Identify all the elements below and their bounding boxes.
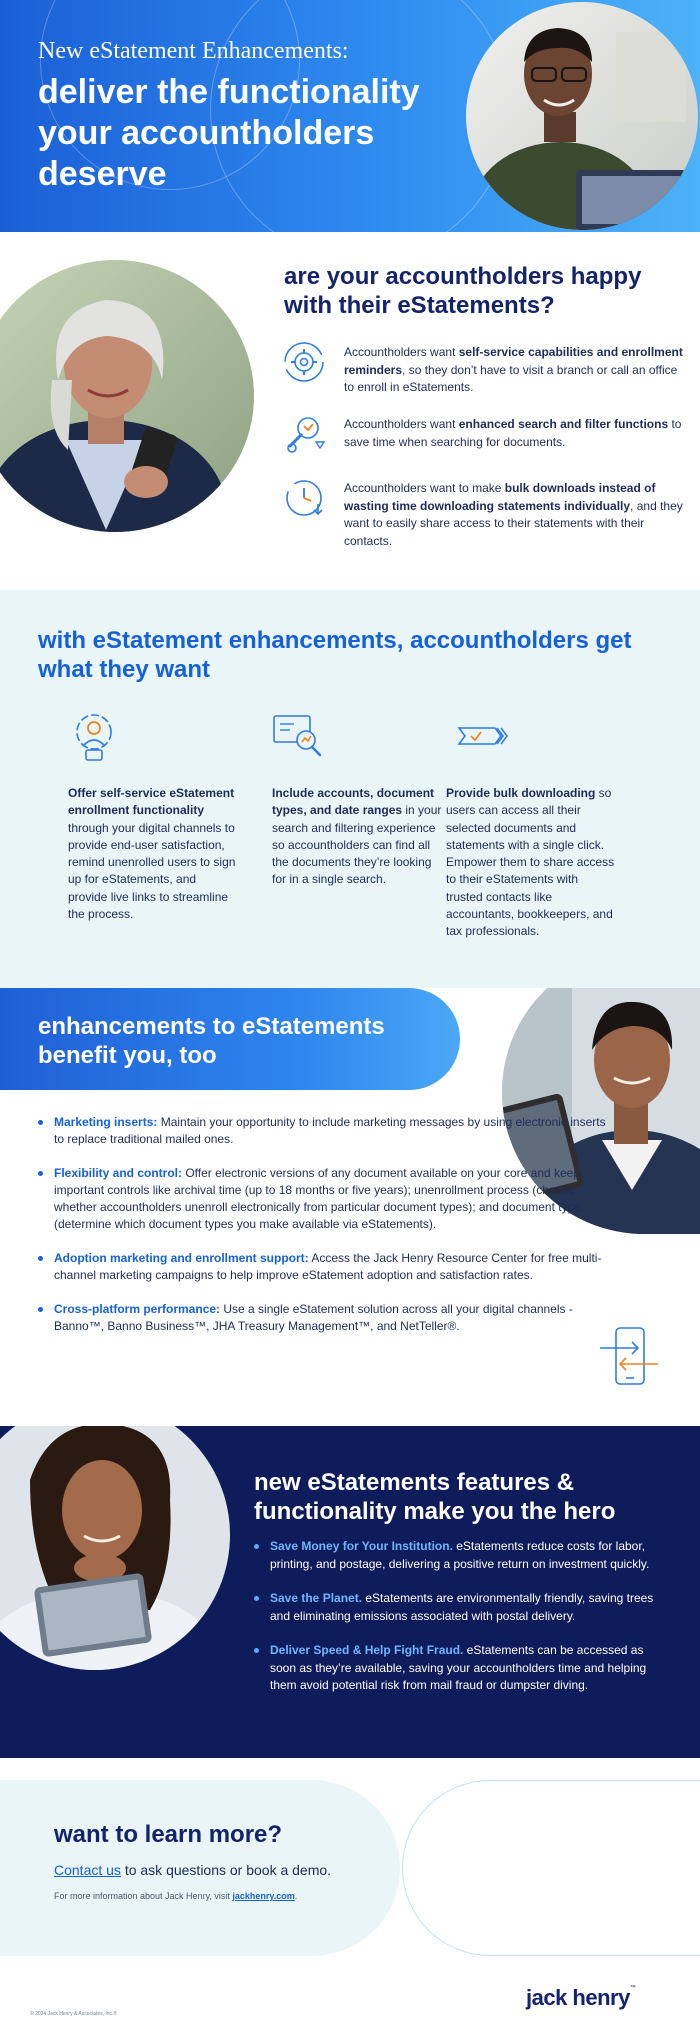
hero-feature-item: Save Money for Your Institution. eStatements reduce costs for labor, printing, and postage, delivering a positive return on investment quickly.	[254, 1538, 664, 1573]
benefit-item: Adoption marketing and enrollment support: Access the Jack Henry Resource Center for free multi-channel marketing campaigns to help improve eStatement adoption and satisfaction rates.	[38, 1250, 608, 1284]
happy-item-text: Accountholders want self-service capabilities and enrollment reminders, so they don’t have to visit a branch or call an office to enroll in eStatements.	[344, 345, 683, 394]
want-section	[0, 590, 700, 988]
hero-features-heading: new eStatements features & functionality make you the hero	[254, 1469, 616, 1525]
gear-cycle-icon	[282, 340, 326, 384]
info-line	[54, 1891, 414, 1901]
benefit-section	[0, 988, 700, 1426]
user-gear-icon	[68, 710, 120, 762]
info-text: For more information about Jack Henry, visit	[54, 1891, 233, 1901]
happy-heading: are your accountholders happy with their eStatements?	[284, 263, 642, 319]
mobile-sync-icon	[598, 1324, 660, 1388]
contact-line	[54, 1862, 414, 1878]
bulk-check-icon	[446, 710, 520, 762]
hero-headline: deliver the functionality your accountholders deserve	[38, 73, 420, 193]
benefit-heading: enhancements to eStatements benefit you, too	[38, 1013, 385, 1069]
happy-item-text: Accountholders want enhanced search and filter functions to save time when searching for documents.	[344, 417, 682, 449]
hero-photo	[466, 2, 698, 230]
want-column-text: Offer self-service eStatement enrollment functionality through your digital channels to provide end-user satisfaction, remind unenrolled users to sign up for eStatements, and provide live links to streamline the process.	[68, 786, 236, 922]
brand-trademark: ™	[629, 1985, 636, 1991]
benefit-list	[38, 1114, 608, 1352]
decorative-outline	[402, 1780, 700, 1956]
hero-feature-item: Deliver Speed & Help Fight Fraud. eStatements can be accessed as soon as they’re available, saving your accountholders time and helping them avoid potential risk from mail fraud or dumpster diving.	[254, 1642, 664, 1695]
jackhenry-link[interactable]: jackhenry.com	[232, 1891, 295, 1901]
info-end: .	[294, 1891, 298, 1901]
happy-section	[0, 232, 700, 590]
benefit-item: Marketing inserts: Maintain your opportunity to include marketing messages by using electronic inserts to replace traditional mailed ones.	[38, 1114, 608, 1148]
want-column	[68, 710, 238, 923]
hero-feature-item: Save the Planet. eStatements are environmentally friendly, saving trees and eliminating emissions associated with postal delivery.	[254, 1590, 664, 1625]
hero-features-list	[254, 1538, 664, 1712]
benefit-item: Cross-platform performance: Use a single eStatement solution across all your digital channels - Banno™, Banno Business™, JHA Treasury Management™, and NetTeller®.	[38, 1301, 608, 1335]
learn-more-section	[0, 1758, 700, 2023]
woman-phone-photo	[0, 260, 254, 532]
learn-more-heading: want to learn more?	[54, 1821, 283, 1848]
want-column-text: Include accounts, document types, and date ranges in your search and filtering experience so accountholders can find all the documents they’re looking for in a single search.	[272, 786, 442, 887]
want-column-text: Provide bulk downloading so users can access all their selected documents and statements with a single click. Empower them to share access to their eStatements with trusted contacts like accountants, bookkeepers, and tax professionals.	[446, 786, 615, 939]
want-heading: with eStatement enhancements, accountholders get what they want	[38, 627, 632, 683]
hero-banner	[0, 0, 700, 232]
brand-wordmark: jack henry	[526, 1985, 630, 2010]
hero-eyebrow: New eStatement Enhancements:	[38, 38, 349, 64]
copyright: © 2024 Jack Henry & Associates, Inc.®	[30, 2011, 118, 2017]
want-column	[272, 710, 442, 889]
jack-henry-logo	[526, 1985, 635, 2011]
contact-text: to ask questions or book a demo.	[120, 1862, 332, 1878]
document-search-icon	[272, 710, 324, 762]
clock-download-icon	[282, 476, 326, 520]
want-column	[446, 710, 616, 941]
search-filter-icon	[282, 412, 326, 456]
hero-features-section	[0, 1426, 700, 1758]
contact-us-link[interactable]: Contact us	[54, 1862, 121, 1878]
happy-item-text: Accountholders want to make bulk downloads instead of wasting time downloading statements individually, and they want to easily share access to their statements with their contacts.	[344, 481, 683, 548]
benefit-item: Flexibility and control: Offer electronic versions of any document available on your core and keep important controls like archival time (up to 18 months or five years); unenrollment process (choose whether accountholders unenroll electronically from particular document types); and document type (determine which document types you make available via eStatements).	[38, 1165, 608, 1233]
